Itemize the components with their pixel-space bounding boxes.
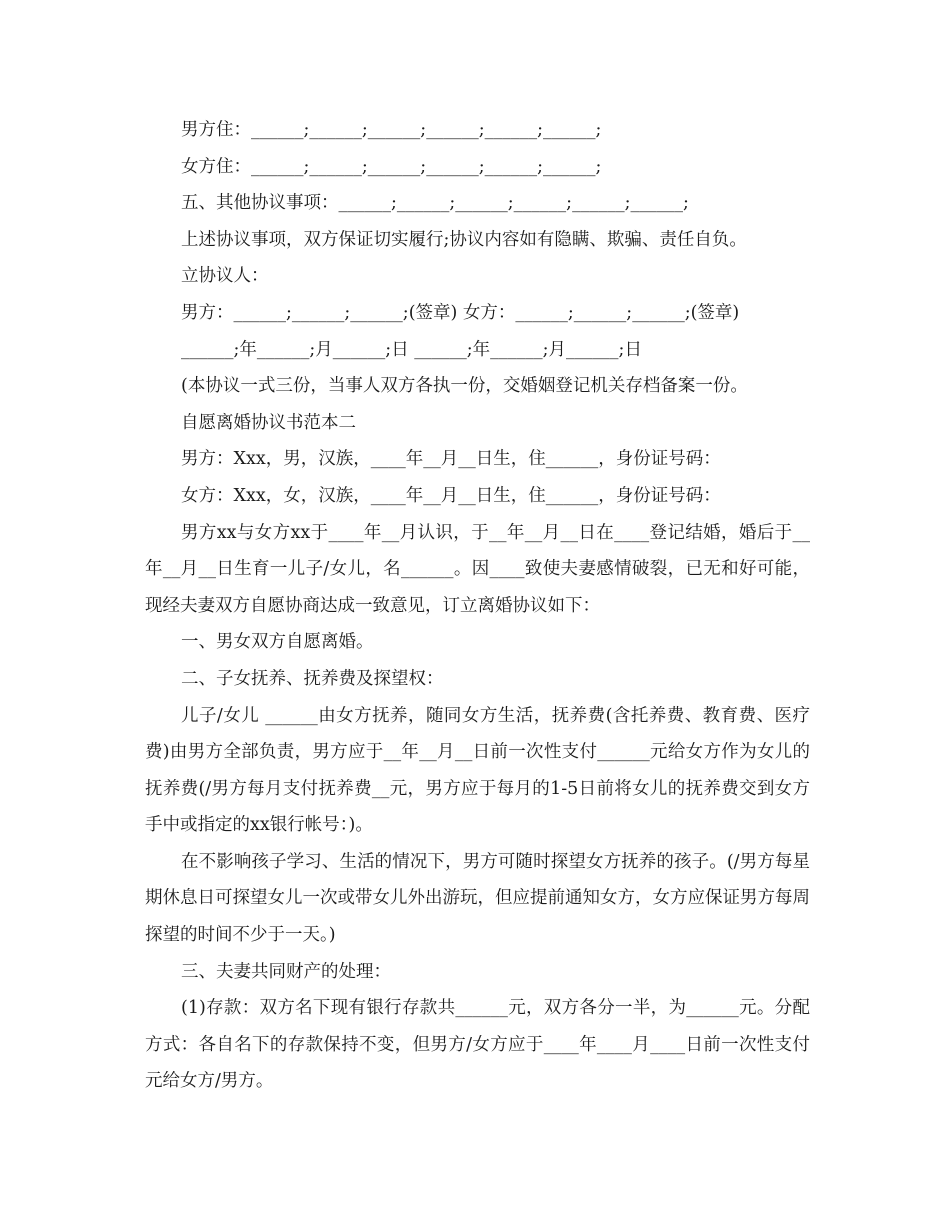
performance-statement: 上述协议事项，双方保证切实履行;协议内容如有隐瞒、欺骗、责任自负。 [181,229,747,250]
clause-three-heading: 三、夫妻共同财产的处理： [181,961,391,982]
child-support-paragraph: 儿子/女儿 ______由女方抚养，随同女方生活，抚养费(含托养费、教育费、医疗费)由男方全部负责，男方应于__年__月__日前一次性支付______元给女方作为女儿的抚养费(/男方每月支付抚养费__元，男方应于每月的1-5日前将女儿的抚养费交到女方手中或指定的xx银行帐号：)。 [145,705,810,836]
copies-note: (本协议一式三份，当事人双方各执一份，交婚姻登记机关存档备案一份。 [181,376,748,397]
female-residence-line: 女方住：______;______;______;______;______;______; [181,156,602,177]
signatories-heading: 立协议人： [181,266,269,287]
other-matters-line: 五、其他协议事项：______;______;______;______;______;______; [181,193,689,214]
savings-paragraph: (1)存款：双方名下现有银行存款共______元，双方各分一半，为______元。分配方式：各自名下的存款保持不变，但男方/女方应于____年____月____日前一次性支付 元给女方/男方。 [145,998,810,1092]
clause-one: 一、男女双方自愿离婚。 [181,632,374,653]
marriage-background-paragraph: 男方xx与女方xx于____年__月认识，于__年__月__日在____登记结婚，婚后于__年__月__日生育一儿子/女儿，名______。因____致使夫妻感情破裂，已无和好可能，现经夫妻双方自愿协商达成一致意见，订立离婚协议如下： [145,522,810,616]
male-residence-line: 男方住：______;______;______;______;______;______; [181,120,602,140]
female-party-info: 女方：Xxx，女，汉族，____年__月__日生，住______，身份证号码： [181,485,721,506]
document-body [145,112,810,1100]
date-line: ______;年______;月______;日 ______;年______;月______;日 [181,339,642,360]
visitation-paragraph: 在不影响孩子学习、生活的情况下，男方可随时探望女方抚养的孩子。(/男方每星期休息日可探望女儿一次或带女儿外出游玩，但应提前通知女方，女方应保证男方每周探望的时间不少于一天。) [145,851,810,946]
clause-two-heading: 二、子女抚养、抚养费及探望权： [181,668,444,689]
signature-line: 男方：______;______;______;(签章) 女方：______;______;______;(签章) [181,302,740,323]
male-party-info: 男方：Xxx，男，汉族，____年__月__日生，住______，身份证号码： [181,449,721,470]
template-two-title: 自愿离婚协议书范本二 [181,412,356,433]
